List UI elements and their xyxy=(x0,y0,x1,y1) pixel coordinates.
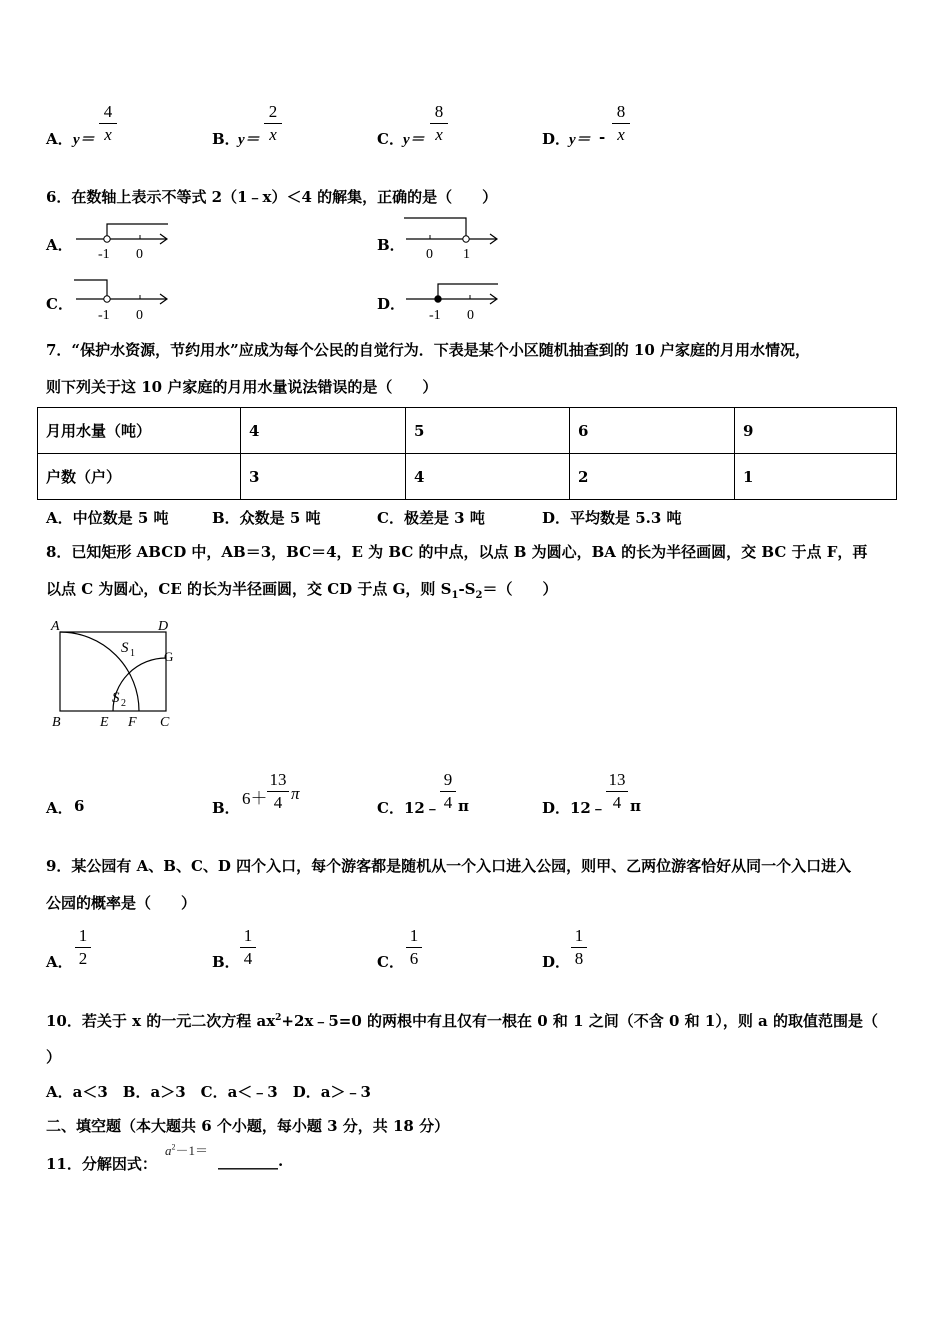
text-part: 以点 C 为圆心，CE 的长为半径画圆，交 CD 于点 G，则 S xyxy=(46,580,452,598)
q5-option-b-lhs: y＝ xyxy=(238,132,260,148)
q7-option-c: C．极差是 3 吨 xyxy=(377,509,485,527)
table-cell: 5 xyxy=(406,408,570,454)
q5-option-c-lhs: y＝ xyxy=(403,132,425,148)
q5-option-b-letter: B． xyxy=(212,130,240,148)
q8-option-c-pi: π xyxy=(458,797,469,815)
q7-option-a: A．中位数是 5 吨 xyxy=(46,509,169,527)
q10-question-line1 xyxy=(46,1010,878,1031)
label-g: G xyxy=(164,649,174,664)
q9-option-b-letter: B． xyxy=(212,953,240,971)
table-cell: 1 xyxy=(735,454,897,500)
denominator: 4 xyxy=(443,793,453,812)
tick-label: -1 xyxy=(429,308,441,323)
q8-option-c-letter: C． xyxy=(377,799,404,817)
q8-question-line2 xyxy=(46,578,557,601)
q6-option-d-letter: D． xyxy=(377,295,406,313)
q7-option-d: D．平均数是 5.3 吨 xyxy=(542,509,682,527)
q9-question-line1: 9．某公园有 A、B、C、D 四个入口，每个游客都是随机从一个入口进入公园，则甲、乙两位游客恰好从同一个入口进入 xyxy=(46,857,852,875)
denominator: x xyxy=(435,125,443,144)
subscript: 1 xyxy=(451,590,459,601)
numerator: 8 xyxy=(616,102,626,121)
denominator: 8 xyxy=(574,949,584,968)
table-cell: 户数（户） xyxy=(38,454,241,500)
q5-option-b-fraction xyxy=(264,102,282,145)
q9-option-d-fraction xyxy=(571,926,587,969)
numerator: 4 xyxy=(103,102,113,121)
table-cell: 2 xyxy=(570,454,735,500)
q6-option-d-numberline xyxy=(402,280,502,324)
q6-option-a-letter: A． xyxy=(46,236,73,254)
q5-option-d-letter: D． xyxy=(542,130,571,148)
tick-label: -1 xyxy=(98,247,110,262)
q10-options: A．a＜3 B．a＞3 C．a＜﹣3 D．a＞﹣3 xyxy=(46,1083,371,1101)
denominator: x xyxy=(269,125,277,144)
q7-question-line1: 7．“保护水资源，节约用水”应成为每个公民的自觉行为．下表是某个小区随机抽查到的 10 户家庭的月用水情况， xyxy=(46,341,811,359)
open-point xyxy=(463,236,469,242)
label-b: B xyxy=(52,715,61,730)
q8-option-c-fraction xyxy=(440,770,456,813)
numerator: 1 xyxy=(409,926,419,945)
q8-option-d-letter: D． xyxy=(542,799,571,817)
q10-question-line2: ） xyxy=(46,1048,62,1066)
solution-ray xyxy=(107,224,168,236)
label-s1-subscript: 1 xyxy=(130,648,135,659)
q9-option-c-fraction xyxy=(406,926,422,969)
q8-option-d-fraction xyxy=(606,770,628,813)
text-part: 10．若关于 x 的一元二次方程 ax xyxy=(46,1012,276,1030)
q6-option-b-numberline xyxy=(402,214,502,264)
label-e: E xyxy=(100,715,109,730)
q8-option-b-pi: π xyxy=(291,784,300,803)
q8-option-c-prefix: 12﹣ xyxy=(404,799,440,817)
q11-answer-blank[interactable] xyxy=(218,1152,283,1170)
q7-water-table xyxy=(37,407,897,500)
numerator: 13 xyxy=(269,770,287,789)
denominator: x xyxy=(617,125,625,144)
text-part: -S xyxy=(458,580,476,598)
label-c: C xyxy=(160,715,170,730)
open-point xyxy=(104,296,110,302)
q7-question-line2: 则下列关于这 10 户家庭的月用水量说法错误的是（ ） xyxy=(46,378,438,396)
q9-option-c-letter: C． xyxy=(377,953,404,971)
text-part: －1＝ xyxy=(175,1143,209,1158)
q8-option-a-value: 6 xyxy=(74,797,85,815)
variable: a xyxy=(165,1143,172,1158)
q8-option-d-prefix: 12﹣ xyxy=(570,799,606,817)
numerator: 9 xyxy=(443,770,453,789)
denominator: 6 xyxy=(409,949,419,968)
q6-question: 6．在数轴上表示不等式 2（1﹣x）＜4 的解集，正确的是（ ） xyxy=(46,188,498,206)
solution-ray xyxy=(404,218,466,236)
tick-label: 0 xyxy=(467,308,474,323)
q7-option-b: B．众数是 5 吨 xyxy=(212,509,321,527)
label-a: A xyxy=(51,619,60,634)
period: . xyxy=(278,1152,284,1170)
numerator: 13 xyxy=(608,770,626,789)
q5-option-a-fraction xyxy=(99,102,117,145)
numerator: 1 xyxy=(243,926,253,945)
table-cell: 4 xyxy=(241,408,406,454)
q11-expression xyxy=(165,1140,208,1159)
superscript: 2 xyxy=(275,1013,282,1023)
tick-label: 0 xyxy=(136,247,143,262)
q9-option-b-fraction xyxy=(240,926,256,969)
text-part: +2x﹣5=0 的两根中有且仅有一根在 0 和 1 之间（不含 0 和 1），则 a 的取值范围是（ xyxy=(281,1012,879,1030)
q5-option-c-fraction xyxy=(430,102,448,145)
blank: ________ xyxy=(218,1152,278,1170)
label-s2-subscript: 2 xyxy=(121,698,126,709)
q6-option-a-numberline xyxy=(72,220,172,264)
table-cell: 月用水量（吨） xyxy=(38,408,241,454)
denominator: 2 xyxy=(78,949,88,968)
numerator: 1 xyxy=(78,926,88,945)
q8-option-b-fraction xyxy=(267,770,289,813)
tick-label: -1 xyxy=(98,308,110,323)
table-row xyxy=(38,408,897,454)
table-cell: 3 xyxy=(241,454,406,500)
q8-option-d-pi: π xyxy=(630,797,641,815)
solution-ray xyxy=(74,280,107,296)
label-s1: S xyxy=(121,640,129,656)
q8-option-b-prefix: 6＋ xyxy=(242,789,268,808)
q9-option-d-letter: D． xyxy=(542,953,571,971)
q9-option-a-letter: A． xyxy=(46,953,73,971)
superscript: 2 xyxy=(171,1142,176,1152)
table-cell: 6 xyxy=(570,408,735,454)
q5-option-d-fraction xyxy=(612,102,630,145)
label-f: F xyxy=(128,715,137,730)
solution-ray xyxy=(438,284,498,296)
denominator: x xyxy=(104,125,112,144)
closed-point xyxy=(435,296,441,302)
denominator: 4 xyxy=(243,949,253,968)
numerator: 1 xyxy=(574,926,584,945)
tick-label: 1 xyxy=(463,247,470,262)
q5-option-a-letter: A． xyxy=(46,130,73,148)
denominator: 4 xyxy=(612,793,622,812)
q5-option-a-lhs: y＝ xyxy=(73,132,95,148)
tick-label: 0 xyxy=(426,247,433,262)
q5-option-d-sign: - xyxy=(599,128,606,146)
table-cell: 4 xyxy=(406,454,570,500)
table-row xyxy=(38,454,897,500)
numerator: 8 xyxy=(434,102,444,121)
q6-option-c-numberline xyxy=(72,276,172,324)
section-2-heading: 二、填空题（本大题共 6 个小题，每小题 3 分，共 18 分） xyxy=(46,1117,450,1135)
table-cell: 9 xyxy=(735,408,897,454)
q6-option-b-letter: B． xyxy=(377,236,405,254)
q8-rectangle-figure xyxy=(46,614,196,734)
q8-option-b-letter: B． xyxy=(212,799,240,817)
q5-option-c-letter: C． xyxy=(377,130,404,148)
numerator: 2 xyxy=(268,102,278,121)
denominator: 4 xyxy=(273,793,283,812)
tick-label: 0 xyxy=(136,308,143,323)
label-s2: S xyxy=(112,690,120,706)
q11-label: 11．分解因式： xyxy=(46,1155,157,1173)
q5-option-d-lhs: y＝ xyxy=(569,132,591,148)
label-d: D xyxy=(158,619,169,634)
q6-option-c-letter: C． xyxy=(46,295,73,313)
q8-question-line1: 8．已知矩形 ABCD 中，AB＝3，BC＝4，E 为 BC 的中点，以点 B 为圆心，BA 的长为半径画圆，交 BC 于点 F，再 xyxy=(46,543,868,561)
text-part: ＝（ ） xyxy=(482,580,558,598)
q8-option-a-letter: A． xyxy=(46,799,73,817)
q9-option-a-fraction xyxy=(75,926,91,969)
q9-question-line2: 公园的概率是（ ） xyxy=(46,894,197,912)
open-point xyxy=(104,236,110,242)
subscript: 2 xyxy=(475,590,483,601)
